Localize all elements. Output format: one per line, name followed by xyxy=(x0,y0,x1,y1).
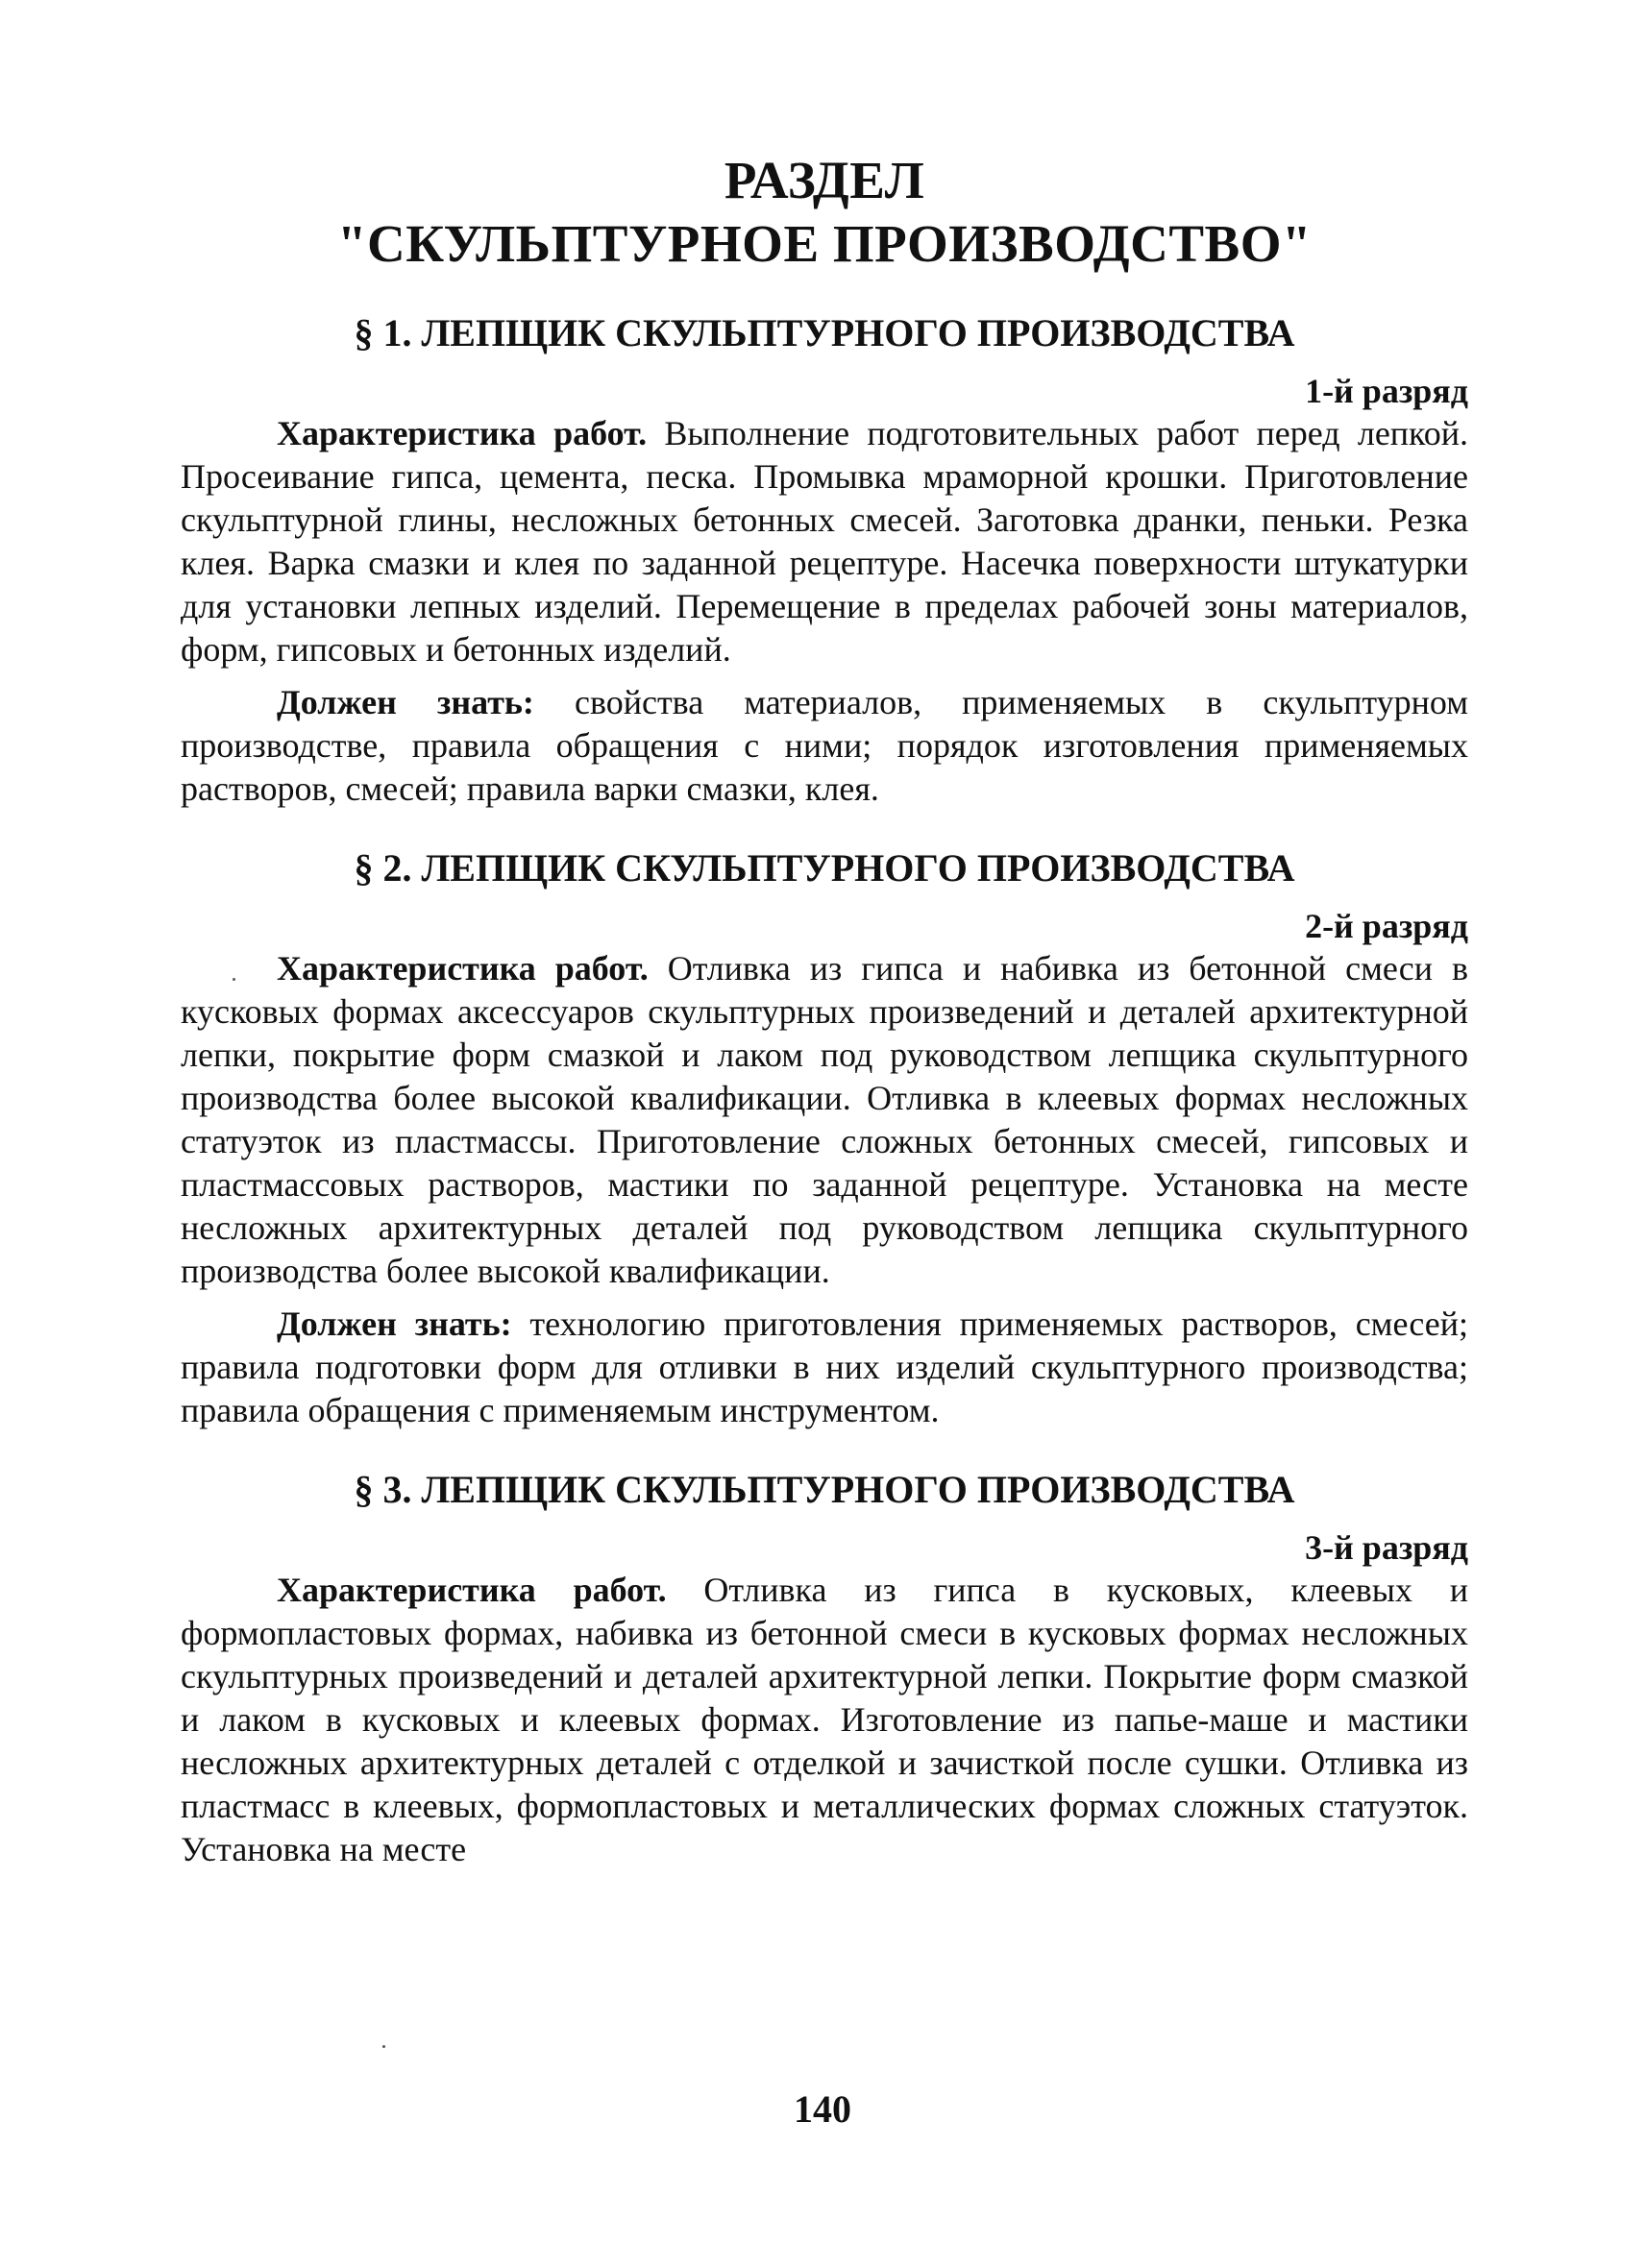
characteristics-label: Характеристика работ. xyxy=(277,949,649,988)
section-heading: § 3. ЛЕПЩИК СКУЛЬПТУРНОГО ПРОИЗВОДСТВА xyxy=(354,1468,1295,1511)
paragraph-section-2 xyxy=(181,845,1468,1432)
scan-speck xyxy=(233,978,235,981)
knowledge-text: технологию приготовления применяемых растворов, смесей; правила подготовки форм для отливки в них изделий скульптурного производства; правила обращения с применяемым инструментом. xyxy=(181,1305,1469,1429)
section-heading: § 1. ЛЕПЩИК СКУЛЬПТУРНОГО ПРОИЗВОДСТВА xyxy=(354,311,1295,354)
page-content xyxy=(181,149,1468,1871)
section-title-line2: "СКУЛЬПТУРНОЕ ПРОИЗВОДСТВО" xyxy=(336,214,1313,273)
section-title-line1: РАЗДЕЛ xyxy=(724,151,925,209)
scan-speck xyxy=(382,2045,385,2048)
grade-label: 3-й разряд xyxy=(1305,1528,1468,1567)
grade-label: 1-й разряд xyxy=(1305,372,1468,410)
paragraph-section-1 xyxy=(181,310,1468,811)
characteristics-paragraph xyxy=(181,947,1468,1293)
section-heading: § 2. ЛЕПЩИК СКУЛЬПТУРНОГО ПРОИЗВОДСТВА xyxy=(354,846,1295,890)
characteristics-label: Характеристика работ. xyxy=(277,414,648,452)
characteristics-text: Отливка из гипса в кусковых, клеевых и формопластовых формах, набивка из бетонной смеси в кусковых формах несложных скульптурных произведений и деталей архитектурной лепки. Покрытие форм смазкой и лаком в кусковых и клеевых формах. Изготовление из папье-маше и мастики несложных архитектурных деталей с отделкой и зачисткой после сушки. Отливка из пластмасс в клеевых, формопластовых и металлических формах сложных статуэток. Установка на месте xyxy=(181,1571,1468,1868)
section-title xyxy=(181,149,1468,276)
paragraph-section-3 xyxy=(181,1467,1468,1871)
knowledge-paragraph xyxy=(181,681,1468,811)
characteristics-paragraph xyxy=(181,1569,1468,1871)
knowledge-paragraph xyxy=(181,1303,1468,1432)
knowledge-label: Должен знать: xyxy=(277,1305,512,1343)
characteristics-text: Отливка из гипса и набивка из бетонной смеси в кусковых формах аксессуаров скульптурных произведений и деталей архитектурной лепки, покрытие форм смазкой и лаком под руководством лепщика скульптурного производства более высокой квалификации. Отливка в клеевых формах несложных статуэток из пластмассы. Приготовление сложных бетонных смесей, гипсовых и пластмассовых растворов, мастики по заданной рецептуре. Установка на месте несложных архитектурных деталей под руководством лепщика скульптурного производства более высокой квалификации. xyxy=(181,949,1468,1290)
characteristics-label: Характеристика работ. xyxy=(277,1571,667,1609)
knowledge-label: Должен знать: xyxy=(277,683,534,721)
knowledge-text: свойства материалов, применяемых в скульптурном производстве, правила обращения с ними; порядок изготовления применяемых растворов, смесей; правила варки смазки, клея. xyxy=(181,683,1469,808)
characteristics-paragraph xyxy=(181,412,1468,671)
page-number: 140 xyxy=(794,2087,851,2131)
characteristics-text: Выполнение подготовительных работ перед лепкой. Просеивание гипса, цемента, песка. Промывка мраморной крошки. Приготовление скульптурной глины, несложных бетонных смесей. Заготовка дранки, пеньки. Резка клея. Варка смазки и клея по заданной рецептуре. Насечка поверхности штукатурки для установки лепных изделий. Перемещение в пределах рабочей зоны материалов, форм, гипсовых и бетонных изделий. xyxy=(181,414,1468,669)
grade-label: 2-й разряд xyxy=(1305,907,1468,945)
